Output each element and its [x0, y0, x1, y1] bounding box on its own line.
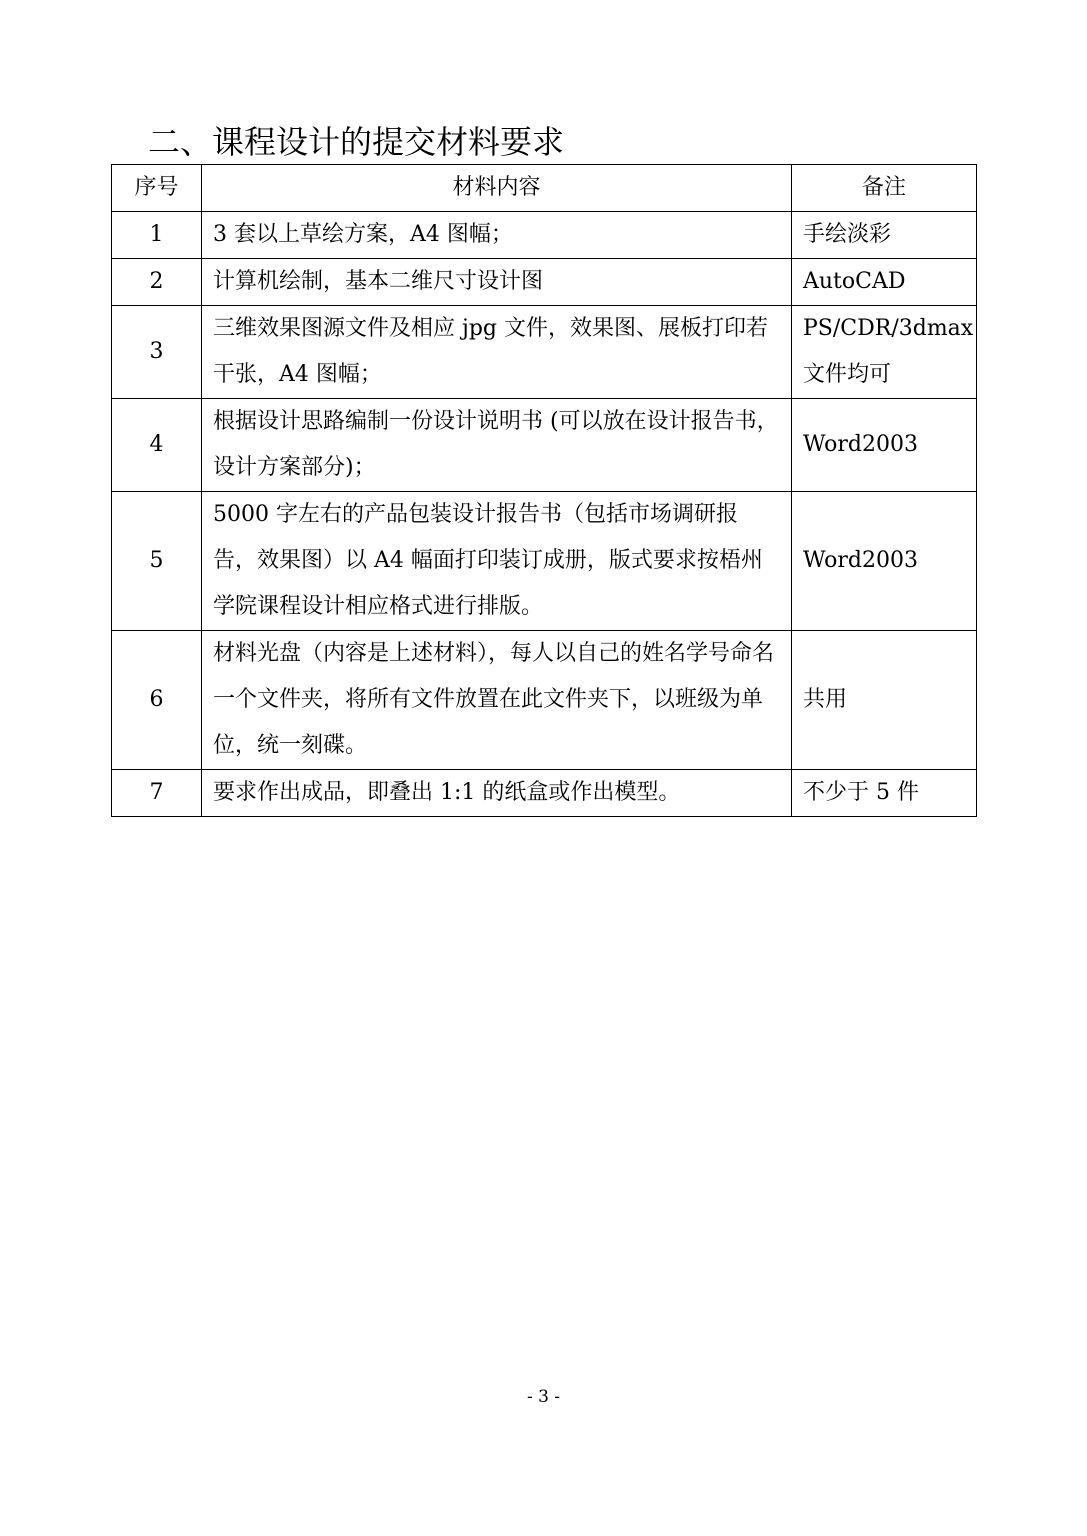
row-serial-number: 4 — [112, 399, 202, 492]
row-material-content: 三维效果图源文件及相应 jpg 文件，效果图、展板打印若干张，A4 图幅； — [202, 306, 792, 399]
row-serial-number: 5 — [112, 492, 202, 631]
row-remarks: Word2003 — [792, 399, 977, 492]
header-serial-number: 序号 — [112, 165, 202, 212]
row-remarks: AutoCAD — [792, 259, 977, 306]
section-heading: 二、课程设计的提交材料要求 — [148, 123, 565, 161]
materials-table — [111, 164, 977, 817]
row-remarks: 手绘淡彩 — [792, 212, 977, 259]
table-row — [112, 399, 977, 492]
row-serial-number: 3 — [112, 306, 202, 399]
row-material-content: 根据设计思路编制一份设计说明书 (可以放在设计报告书，设计方案部分)； — [202, 399, 792, 492]
row-material-content: 材料光盘（内容是上述材料），每人以自己的姓名学号命名一个文件夹，将所有文件放置在此文件夹下，以班级为单位，统一刻碟。 — [202, 631, 792, 770]
table-row — [112, 259, 977, 306]
header-material-content: 材料内容 — [202, 165, 792, 212]
row-material-content: 计算机绘制，基本二维尺寸设计图 — [202, 259, 792, 306]
row-serial-number: 6 — [112, 631, 202, 770]
table-row — [112, 492, 977, 631]
table-row — [112, 631, 977, 770]
row-serial-number: 1 — [112, 212, 202, 259]
table-row — [112, 306, 977, 399]
page-number: - 3 - — [526, 1387, 561, 1407]
table-row — [112, 770, 977, 817]
row-material-content: 5000 字左右的产品包装设计报告书（包括市场调研报告，效果图）以 A4 幅面打印装订成册，版式要求按梧州学院课程设计相应格式进行排版。 — [202, 492, 792, 631]
table-row — [112, 212, 977, 259]
row-remarks: 不少于 5 件 — [792, 770, 977, 817]
row-remarks: Word2003 — [792, 492, 977, 631]
row-material-content: 要求作出成品，即叠出 1:1 的纸盒或作出模型。 — [202, 770, 792, 817]
table-header-row — [112, 165, 977, 212]
row-serial-number: 2 — [112, 259, 202, 306]
row-serial-number: 7 — [112, 770, 202, 817]
header-remarks: 备注 — [792, 165, 977, 212]
row-remarks: 共用 — [792, 631, 977, 770]
row-material-content: 3 套以上草绘方案，A4 图幅； — [202, 212, 792, 259]
row-remarks: PS/CDR/3dmax 文件均可 — [792, 306, 977, 399]
